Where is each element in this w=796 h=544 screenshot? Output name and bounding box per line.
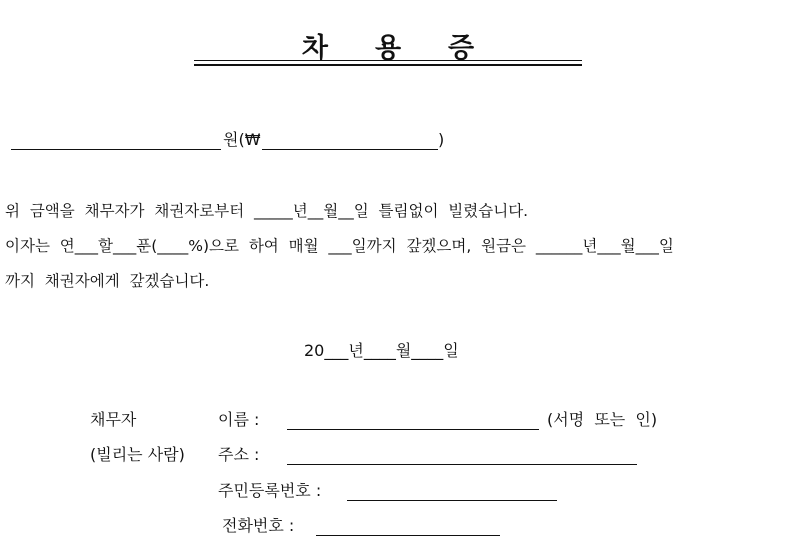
title-underline-thin <box>194 60 582 61</box>
debtor-label: 채무자 <box>90 410 137 429</box>
signature-hint: (서명 또는 인) <box>547 410 658 429</box>
debtor-phone-field <box>316 535 500 536</box>
debtor-rrn-label: 주민등록번호 : <box>218 481 322 500</box>
document-title-block <box>194 22 582 66</box>
debtor-name-label: 이름 : <box>218 410 260 429</box>
loan-statement-line2: 이자는 연___할___푼(____%)으로 하여 매월 ___일까지 갚겠으며, 원금은 ______년___월___일 <box>5 237 674 255</box>
debtor-address-field <box>287 464 637 465</box>
loan-statement-line3: 까지 채권자에게 갚겠습니다. <box>5 272 210 290</box>
debtor-address-label: 주소 : <box>218 445 260 464</box>
debtor-name-field <box>287 429 539 430</box>
contract-date: 20___년____월____일 <box>304 341 459 360</box>
debtor-rrn-field <box>347 500 557 501</box>
debtor-phone-label: 전화번호 : <box>222 516 295 535</box>
document-title: 차 용 증 <box>301 33 475 64</box>
amount-unit-label: 원(₩ <box>223 130 261 149</box>
loan-statement-line1: 위 금액을 채무자가 채권자로부터 _____년__월__일 틀림없이 빌렸습니다. <box>5 202 529 220</box>
debtor-label-sub: (빌리는 사람) <box>90 445 185 464</box>
amount-korean-blank-line <box>11 149 221 150</box>
amount-close-paren: ) <box>438 130 445 149</box>
title-underline-thick <box>194 64 582 66</box>
amount-number-blank-line <box>262 149 438 150</box>
